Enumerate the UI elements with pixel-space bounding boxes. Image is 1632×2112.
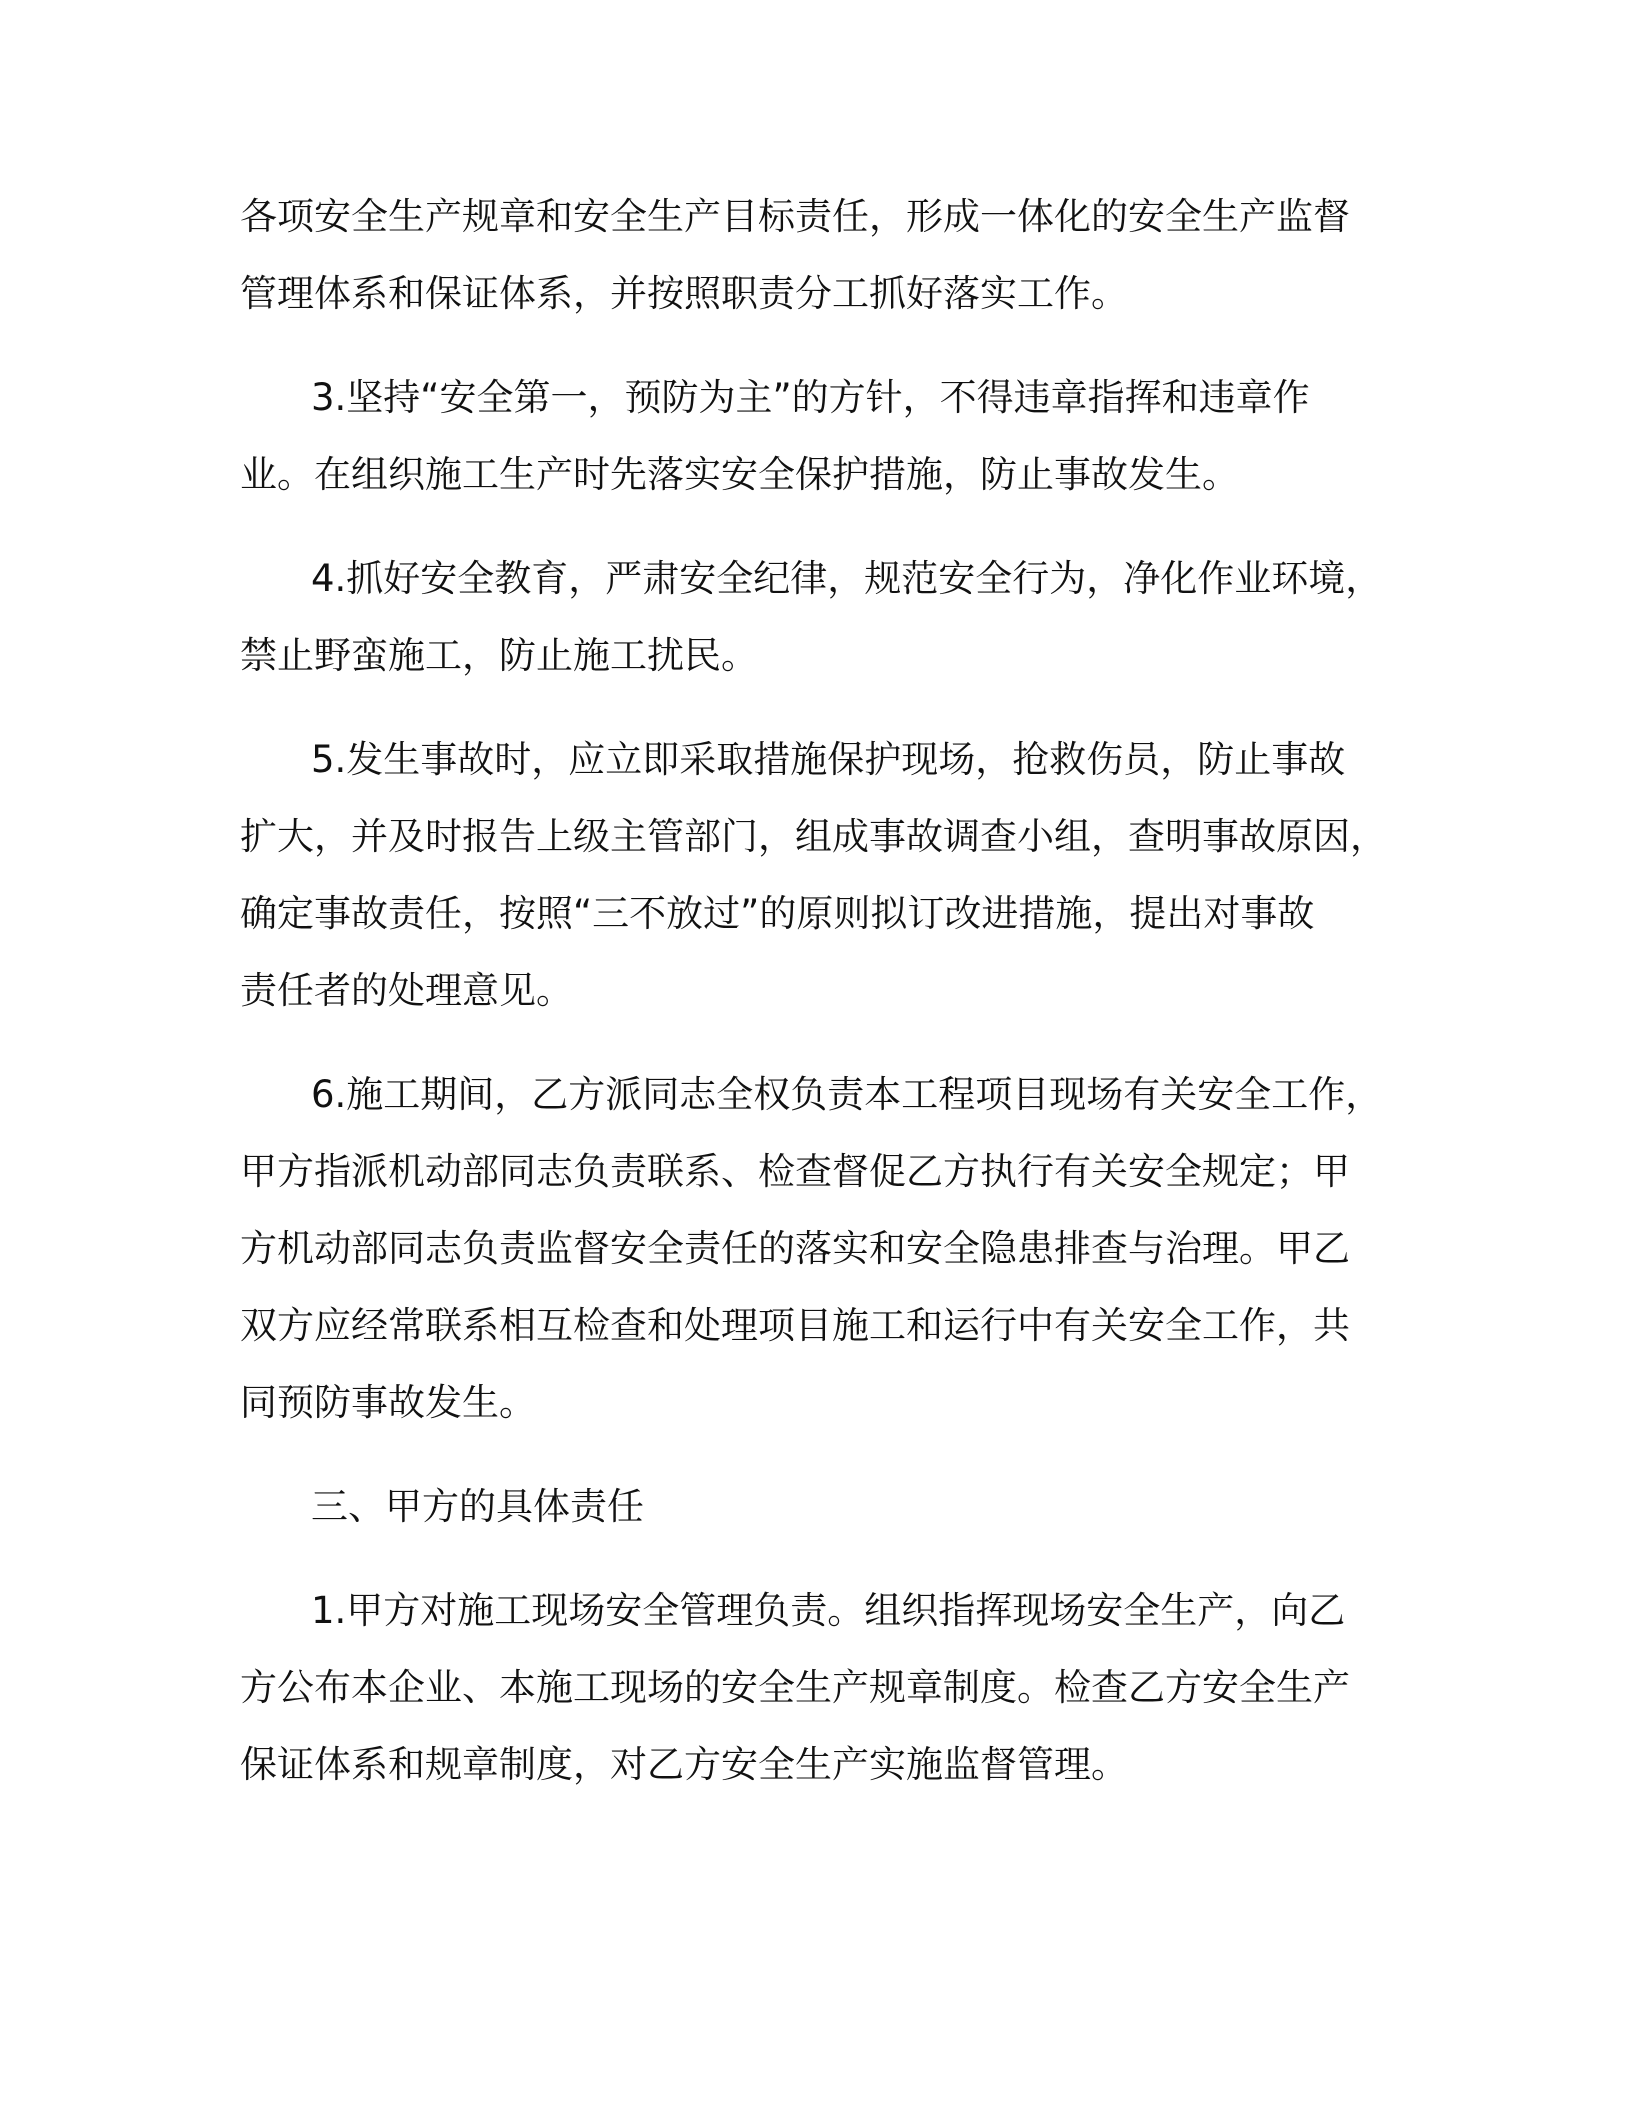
text-line: 同预防事故发生。 [240,1381,536,1424]
paragraph-3-line: 3.坚持“安全第一，预防为主”的方针，不得违章指挥和违章作 [311,376,1310,419]
text-line: 双方应经常联系相互检查和处理项目施工和运行中有关安全工作，共 [240,1304,1350,1347]
text-line: 业。在组织施工生产时先落实安全保护措施，防止事故发生。 [240,453,1239,496]
paragraph-4-line: 4.抓好安全教育，严肃安全纪律，规范安全行为，净化作业环境， [311,557,1383,600]
paragraph-6-line: 6.施工期间，乙方派同志全权负责本工程项目现场有关安全工作， [311,1073,1383,1116]
text-line: 方机动部同志负责监督安全责任的落实和安全隐患排查与治理。甲乙 [240,1227,1350,1270]
section-heading: 三、甲方的具体责任 [311,1485,644,1528]
text-line: 管理体系和保证体系，并按照职责分工抓好落实工作。 [240,272,1128,315]
text-line: 各项安全生产规章和安全生产目标责任，形成一体化的安全生产监督 [240,195,1350,238]
paragraph-5-line: 5.发生事故时，应立即采取措施保护现场，抢救伤员，防止事故 [311,738,1346,781]
text-line: 责任者的处理意见。 [240,969,573,1012]
text-line: 扩大，并及时报告上级主管部门，组成事故调查小组，查明事故原因， [240,815,1387,858]
text-line: 确定事故责任，按照“三不放过”的原则拟订改进措施，提出对事故 [240,892,1315,935]
text-line: 禁止野蛮施工，防止施工扰民。 [240,634,758,677]
text-line: 方公布本企业、本施工现场的安全生产规章制度。检查乙方安全生产 [240,1666,1350,1709]
text-line: 保证体系和规章制度，对乙方安全生产实施监督管理。 [240,1743,1128,1786]
paragraph-1-line: 1.甲方对施工现场安全管理负责。组织指挥现场安全生产，向乙 [311,1589,1346,1632]
text-line: 甲方指派机动部同志负责联系、检查督促乙方执行有关安全规定；甲 [240,1150,1350,1193]
